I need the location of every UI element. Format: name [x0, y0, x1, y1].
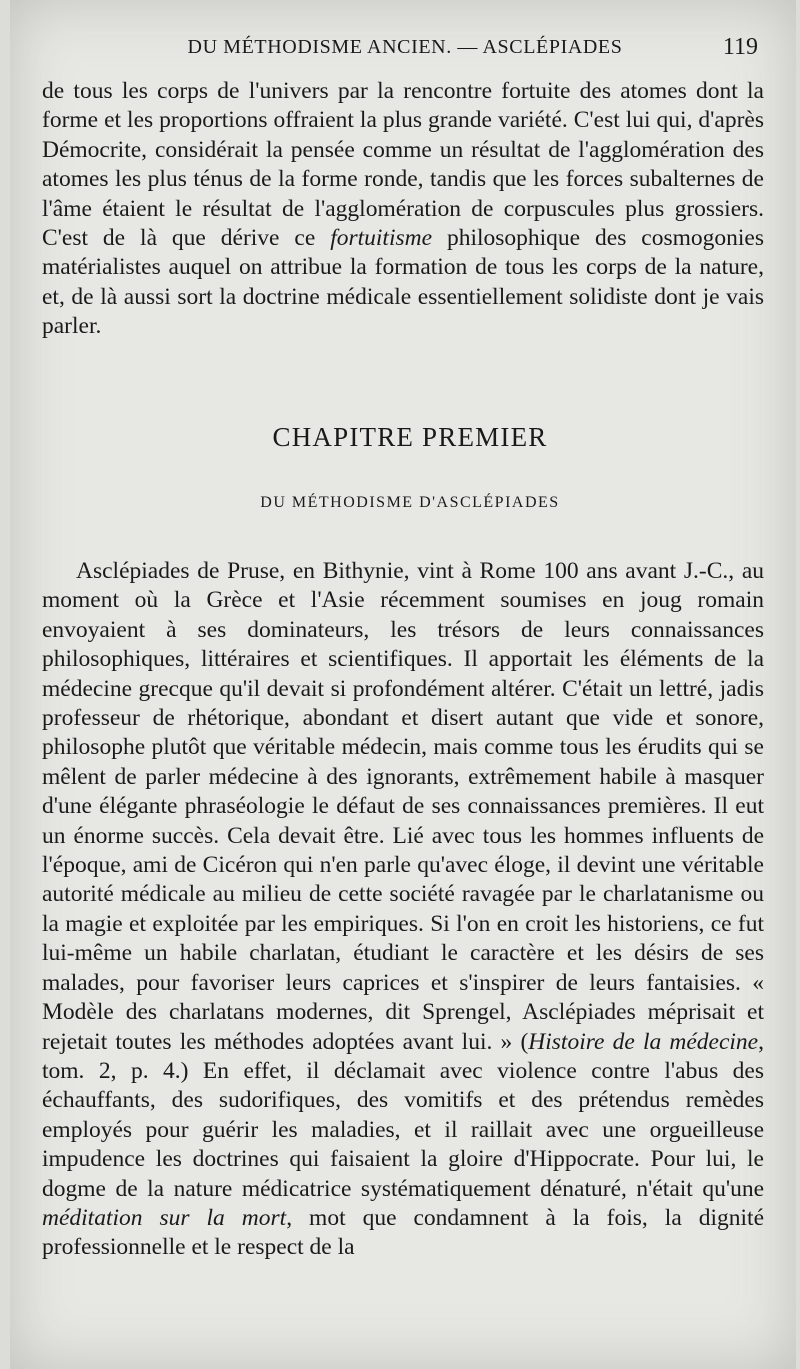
running-header — [52, 34, 758, 64]
main-italic-citation: Histoire de la médecine — [528, 1028, 759, 1055]
main-paragraph-block — [42, 557, 764, 1263]
running-title: DU MÉTHODISME ANCIEN. — ASCLÉPIADES — [187, 36, 623, 58]
book-page — [10, 0, 796, 1369]
page-number: 119 — [722, 34, 758, 60]
main-paragraph — [42, 557, 764, 1263]
main-text-3: , mot que condamnent à la fois, la dignité professionnelle et le respect de la — [42, 1204, 764, 1261]
section-title: DU MÉTHODISME D'ASCLÉPIADES — [260, 494, 560, 511]
intro-paragraph-block — [42, 77, 764, 342]
main-text-2: , tom. 2, p. 4.) En effet, il déclamait avec violence contre l'abus des échauffants, des sudorifiques, des vomitifs et des prétendus remèdes employés pour guérir les maladies, et il raillait avec une orgueilleuse impudence les doctrines qui faisaient la gloire d'Hippocrate. Pour lui, le dogme de la nature médicatrice systématiquement dénaturé, n'était qu'une — [42, 1028, 764, 1202]
intro-paragraph — [42, 77, 764, 342]
main-text-1: Asclépiades de Pruse, en Bithynie, vint à Rome 100 ans avant J.-C., au moment où la Grèce et l'Asie récemment soumises en joug romain envoyaient à ses dominateurs, les trésors de leurs connaissances philosophiques, littéraires et scientifiques. Il apportait les éléments de la médecine grecque qu'il devait si profondément altérer. C'était un lettré, jadis professeur de rhétorique, abondant et disert autant que vide et sonore, philosophe plutôt que véritable médecin, mais comme tous les érudits qui se mêlent de parler médecine à des ignorants, extrêmement habile à masquer d'une élégante phraséologie le défaut de ses connaissances premières. Il eut un énorme succès. Cela devait être. Lié avec tous les hommes influents de l'époque, ami de Cicéron qui n'en parle qu'avec éloge, il devint une véritable autorité médicale au milieu de cette société ravagée par le charlatanisme ou la magie et exploitée par les empiriques. Si l'on en croit les historiens, ce fut lui-même un habile charlatan, étudiant le caractère et les désirs de ses malades, pour favoriser leurs caprices et s'inspirer de leurs fantaisies. « Modèle des charlatans modernes, dit Sprengel, Asclépiades méprisait et rejetait toutes les méthodes adoptées avant lui. » ( — [42, 558, 764, 1055]
chapter-title: CHAPITRE PREMIER — [272, 422, 548, 452]
intro-text-1: de tous les corps de l'univers par la rencontre fortuite des atomes dont la forme et les proportions offraient la plus grande variété. C'est lui qui, d'après Démocrite, considérait la pensée comme un résultat de l'agglomération des atomes les plus ténus de la forme ronde, tandis que les forces subalternes de l'âme étaient le résultat de l'agglomération de corpuscules plus grossiers. C'est de là que dérive ce — [42, 78, 764, 252]
intro-text-2: philosophique des cosmogonies matérialistes auquel on attribue la formation de tous les corps de la nature, et, de là aussi sort la doctrine médicale essentiellement solidiste dont je vais parler. — [42, 225, 764, 340]
main-italic-phrase: méditation sur la mort — [42, 1204, 287, 1231]
intro-italic-term: fortuitisme — [330, 225, 433, 252]
